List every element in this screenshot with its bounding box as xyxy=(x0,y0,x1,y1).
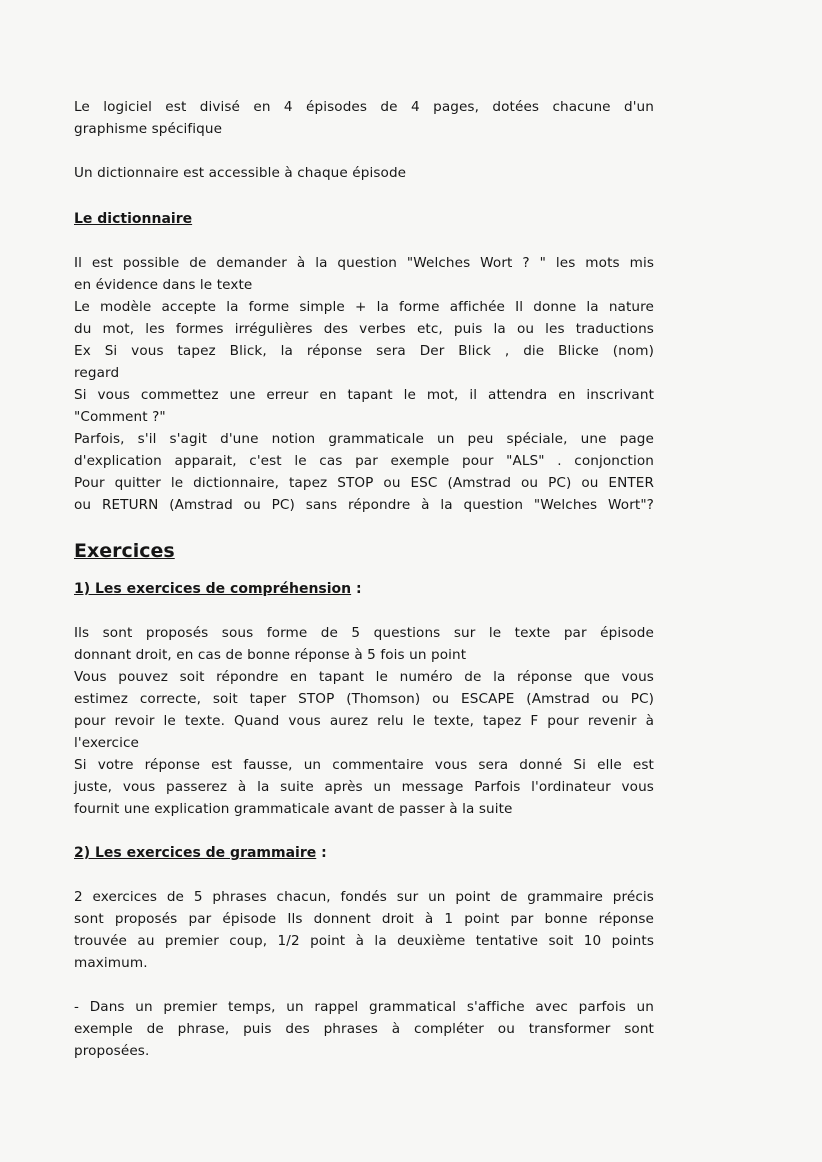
text-line: Ex Si vous tapez Blick, la réponse sera Der Blick , die Blicke (nom) xyxy=(74,343,654,359)
text-line: graphisme spécifique xyxy=(74,121,223,137)
text-line: ou RETURN (Amstrad ou PC) sans répondre à la question "Welches Wort"? xyxy=(74,497,654,513)
grammaire-heading-text: 2) Les exercices de grammaire xyxy=(74,845,317,861)
text-line: maximum. xyxy=(74,955,148,971)
text-line: Ils sont proposés sous forme de 5 questions sur le texte par épisode xyxy=(74,625,654,641)
text-line: Vous pouvez soit répondre en tapant le numéro de la réponse que vous xyxy=(74,669,654,685)
text-line: Parfois, s'il s'agit d'une notion grammaticale un peu spéciale, une page xyxy=(74,431,654,447)
text-line: pour revoir le texte. Quand vous aurez relu le texte, tapez F pour revenir à xyxy=(74,713,654,729)
text-line: Le modèle accepte la forme simple + la forme affichée Il donne la nature xyxy=(74,299,654,315)
grammaire-heading xyxy=(74,842,654,864)
text-line: d'explication apparait, c'est le cas par exemple pour "ALS" . conjonction xyxy=(74,453,654,469)
comprehension-heading xyxy=(74,578,654,600)
intro-paragraph-2 xyxy=(74,162,654,184)
text-line: exemple de phrase, puis des phrases à compléter ou transformer sont xyxy=(74,1021,654,1037)
grammaire-paragraph-2 xyxy=(74,996,654,1062)
text-line: Le logiciel est divisé en 4 épisodes de 4 pages, dotées chacune d'un xyxy=(74,99,654,115)
text-line: Si votre réponse est fausse, un commentaire vous sera donné Si elle est xyxy=(74,757,654,773)
text-line: Un dictionnaire est accessible à chaque épisode xyxy=(74,165,407,181)
dictionnaire-heading: Le dictionnaire xyxy=(74,211,193,227)
comprehension-paragraph-2 xyxy=(74,666,654,754)
text-line: Si vous commettez une erreur en tapant le mot, il attendra en inscrivant xyxy=(74,387,654,403)
text-line: du mot, les formes irrégulières des verbes etc, puis la ou les traductions xyxy=(74,321,654,337)
heading-colon: : xyxy=(351,581,362,597)
text-line: Il est possible de demander à la question "Welches Wort ? " les mots mis xyxy=(74,255,654,271)
text-line: donnant droit, en cas de bonne réponse à 5 fois un point xyxy=(74,647,467,663)
text-line: trouvée au premier coup, 1/2 point à la deuxième tentative soit 10 points xyxy=(74,933,654,949)
text-line: juste, vous passerez à la suite après un message Parfois l'ordinateur vous xyxy=(74,779,654,795)
text-line: fournit une explication grammaticale avant de passer à la suite xyxy=(74,801,513,817)
heading-colon: : xyxy=(316,845,327,861)
text-line: Pour quitter le dictionnaire, tapez STOP ou ESC (Amstrad ou PC) ou ENTER xyxy=(74,475,654,491)
text-line: proposées. xyxy=(74,1043,150,1059)
comprehension-paragraph-1 xyxy=(74,622,654,666)
intro-paragraph-1 xyxy=(74,96,654,140)
text-line: "Comment ?" xyxy=(74,409,166,425)
dictionnaire-paragraph xyxy=(74,252,654,516)
text-line: estimez correcte, soit taper STOP (Thomson) ou ESCAPE (Amstrad ou PC) xyxy=(74,691,654,707)
text-line: - Dans un premier temps, un rappel grammatical s'affiche avec parfois un xyxy=(74,999,654,1015)
comprehension-heading-text: 1) Les exercices de compréhension xyxy=(74,581,352,597)
text-line: sont proposés par épisode Ils donnent droit à 1 point par bonne réponse xyxy=(74,911,654,927)
exercices-heading: Exercices xyxy=(74,540,175,562)
comprehension-paragraph-3 xyxy=(74,754,654,820)
text-line: l'exercice xyxy=(74,735,140,751)
text-line: regard xyxy=(74,365,120,381)
text-line: en évidence dans le texte xyxy=(74,277,253,293)
grammaire-paragraph-1 xyxy=(74,886,654,974)
text-line: 2 exercices de 5 phrases chacun, fondés sur un point de grammaire précis xyxy=(74,889,654,905)
